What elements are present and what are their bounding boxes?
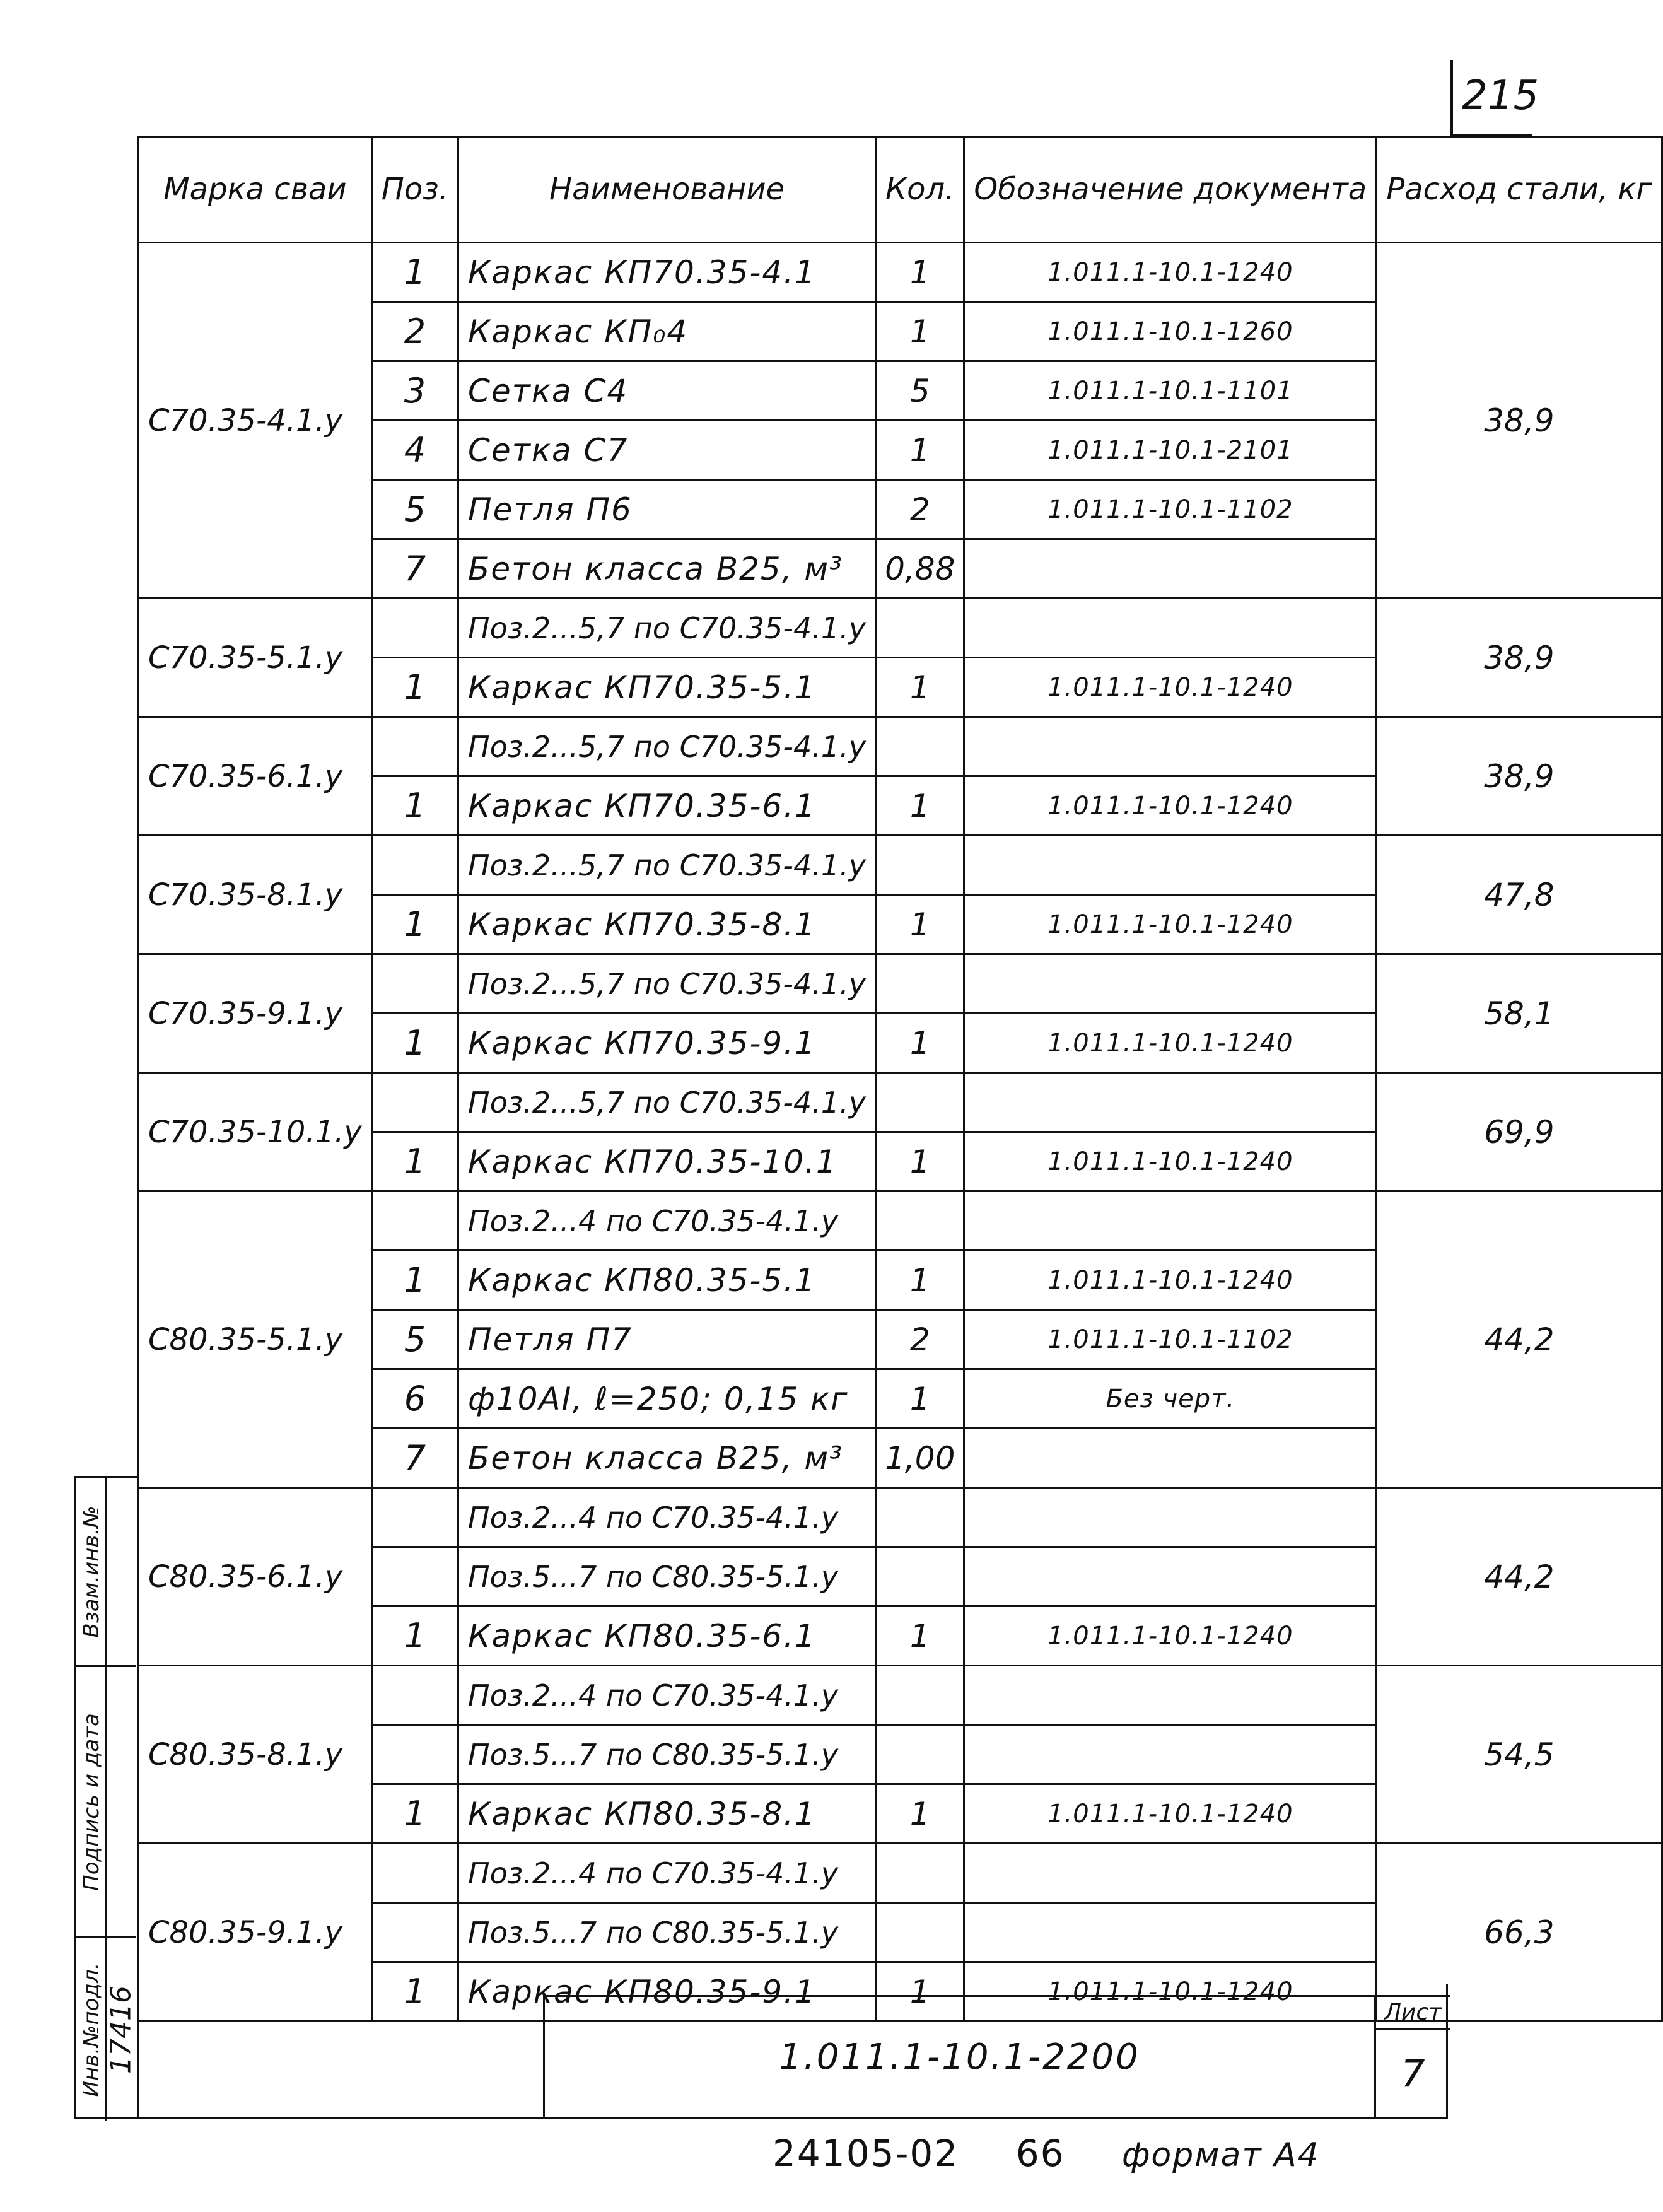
footer-format: формат А4	[1121, 2136, 1320, 2174]
quantity-cell: 1	[876, 1784, 964, 1844]
side-inv-value: 17416	[105, 1986, 137, 2074]
document-cell: 1.011.1-10.1-1240	[964, 1962, 1377, 2022]
quantity-cell	[876, 954, 964, 1014]
pile-mark: С80.35-5.1.у	[139, 1191, 372, 1488]
quantity-cell: 1	[876, 421, 964, 480]
steel-consumption: 44,2	[1377, 1191, 1662, 1488]
quantity-cell	[876, 599, 964, 658]
quantity-cell: 1	[876, 1606, 964, 1666]
document-cell	[964, 1488, 1377, 1547]
table-row	[139, 1073, 1662, 1132]
position-cell: 5	[371, 1310, 458, 1369]
name-cell: Каркас КП70.35-5.1	[458, 658, 876, 717]
name-cell: Каркас КП80.35-5.1	[458, 1251, 876, 1310]
quantity-cell	[876, 836, 964, 895]
document-cell: 1.011.1-10.1-1240	[964, 895, 1377, 954]
position-cell: 1	[371, 1606, 458, 1666]
document-cell: 1.011.1-10.1-1240	[964, 1606, 1377, 1666]
name-cell: Поз.2...4 по С70.35-4.1.у	[458, 1666, 876, 1725]
quantity-cell	[876, 1666, 964, 1725]
document-cell: Без черт.	[964, 1369, 1377, 1429]
name-cell: Каркас КП70.35-6.1	[458, 776, 876, 836]
document-cell: 1.011.1-10.1-1240	[964, 243, 1377, 302]
quantity-cell: 1	[876, 1369, 964, 1429]
name-cell: Каркас КП70.35-8.1	[458, 895, 876, 954]
steel-consumption: 38,9	[1377, 243, 1662, 599]
table-row	[139, 599, 1662, 658]
document-cell	[964, 1547, 1377, 1606]
position-cell: 1	[371, 658, 458, 717]
quantity-cell	[876, 1725, 964, 1784]
table-row	[139, 836, 1662, 895]
name-cell: Поз.2...5,7 по С70.35-4.1.у	[458, 1073, 876, 1132]
document-cell	[964, 1666, 1377, 1725]
footer-num: 66	[1015, 2132, 1065, 2175]
pile-mark: С80.35-6.1.у	[139, 1488, 372, 1666]
name-cell: Каркас КП80.35-6.1	[458, 1606, 876, 1666]
quantity-cell	[876, 1073, 964, 1132]
table-row	[139, 1666, 1662, 1725]
document-cell	[964, 1844, 1377, 1903]
table-row	[139, 954, 1662, 1014]
name-cell: Поз.2...4 по С70.35-4.1.у	[458, 1488, 876, 1547]
footer-line	[773, 2132, 1364, 2175]
position-cell: 1	[371, 895, 458, 954]
sheet-label: Лист	[1376, 1997, 1450, 2030]
quantity-cell: 1	[876, 1014, 964, 1073]
pile-mark: С70.35-8.1.у	[139, 836, 372, 954]
position-cell	[371, 1903, 458, 1962]
quantity-cell: 1	[876, 658, 964, 717]
position-cell: 1	[371, 1014, 458, 1073]
name-cell: Петля П7	[458, 1310, 876, 1369]
steel-consumption: 58,1	[1377, 954, 1662, 1073]
pile-mark: С70.35-6.1.у	[139, 717, 372, 836]
pile-mark: С70.35-5.1.у	[139, 599, 372, 717]
document-code: 1.011.1-10.1-2200	[779, 2037, 1140, 2078]
name-cell: Каркас КП80.35-8.1	[458, 1784, 876, 1844]
position-cell: 6	[371, 1369, 458, 1429]
name-cell: ф10АI, ℓ=250; 0,15 кг	[458, 1369, 876, 1429]
name-cell: Каркас КП80.35-9.1	[458, 1962, 876, 2022]
position-cell	[371, 1666, 458, 1725]
table-row	[139, 1191, 1662, 1251]
name-cell: Поз.5...7 по С80.35-5.1.у	[458, 1903, 876, 1962]
steel-consumption: 38,9	[1377, 717, 1662, 836]
document-cell: 1.011.1-10.1-1240	[964, 776, 1377, 836]
side-cell-inv	[76, 1938, 136, 2121]
position-cell	[371, 836, 458, 895]
document-cell: 1.011.1-10.1-1240	[964, 1784, 1377, 1844]
document-cell	[964, 836, 1377, 895]
pile-mark: С80.35-8.1.у	[139, 1666, 372, 1844]
position-cell: 4	[371, 421, 458, 480]
quantity-cell: 1	[876, 302, 964, 361]
pile-mark: С70.35-9.1.у	[139, 954, 372, 1073]
document-cell	[964, 1191, 1377, 1251]
quantity-cell: 5	[876, 361, 964, 421]
quantity-cell: 1	[876, 1251, 964, 1310]
position-cell: 2	[371, 302, 458, 361]
sheet-cell	[1374, 1997, 1450, 2117]
quantity-cell: 1	[876, 1132, 964, 1191]
position-cell: 1	[371, 1132, 458, 1191]
steel-consumption: 38,9	[1377, 599, 1662, 717]
table-row	[139, 243, 1662, 302]
steel-consumption: 44,2	[1377, 1488, 1662, 1666]
side-swap-label: Взам.инв.№	[78, 1505, 104, 1638]
position-cell	[371, 1488, 458, 1547]
quantity-cell	[876, 1547, 964, 1606]
position-cell	[371, 1191, 458, 1251]
quantity-cell: 1	[876, 776, 964, 836]
quantity-cell: 1,00	[876, 1429, 964, 1488]
steel-consumption: 66,3	[1377, 1844, 1662, 2022]
side-inv-label: Инв.№подл.	[78, 1962, 104, 2097]
document-cell	[964, 954, 1377, 1014]
document-cell	[964, 1725, 1377, 1784]
side-cell-swap	[76, 1478, 136, 1667]
quantity-cell: 1	[876, 1962, 964, 2022]
table-header-row	[139, 137, 1662, 243]
quantity-cell: 2	[876, 1310, 964, 1369]
document-cell	[964, 1903, 1377, 1962]
footer-order: 24105-02	[773, 2132, 959, 2175]
name-cell: Петля П6	[458, 480, 876, 539]
document-cell: 1.011.1-10.1-1240	[964, 658, 1377, 717]
name-cell: Сетка С7	[458, 421, 876, 480]
document-cell	[964, 1073, 1377, 1132]
table-row	[139, 1844, 1662, 1903]
position-cell	[371, 1547, 458, 1606]
position-cell: 7	[371, 539, 458, 599]
name-cell: Каркас КП70.35-9.1	[458, 1014, 876, 1073]
document-cell: 1.011.1-10.1-1101	[964, 361, 1377, 421]
name-cell: Поз.2...4 по С70.35-4.1.у	[458, 1844, 876, 1903]
document-cell: 1.011.1-10.1-1102	[964, 480, 1377, 539]
pile-mark: С70.35-10.1.у	[139, 1073, 372, 1191]
position-cell: 5	[371, 480, 458, 539]
quantity-cell	[876, 1488, 964, 1547]
position-cell: 1	[371, 776, 458, 836]
name-cell: Поз.5...7 по С80.35-5.1.у	[458, 1725, 876, 1784]
name-cell: Каркас КП₀4	[458, 302, 876, 361]
quantity-cell: 1	[876, 895, 964, 954]
page-number-rule	[1450, 60, 1453, 136]
quantity-cell: 1	[876, 243, 964, 302]
steel-consumption: 47,8	[1377, 836, 1662, 954]
name-cell: Поз.2...5,7 по С70.35-4.1.у	[458, 599, 876, 658]
title-block	[137, 1984, 1448, 2119]
position-cell: 1	[371, 1962, 458, 2022]
name-cell: Сетка С4	[458, 361, 876, 421]
steel-consumption: 54,5	[1377, 1666, 1662, 1844]
position-cell: 1	[371, 1251, 458, 1310]
header-mark: Марка сваи	[139, 137, 372, 243]
quantity-cell	[876, 717, 964, 776]
name-cell: Поз.2...4 по С70.35-4.1.у	[458, 1191, 876, 1251]
position-cell	[371, 1725, 458, 1784]
position-cell	[371, 1073, 458, 1132]
position-cell: 3	[371, 361, 458, 421]
position-cell: 1	[371, 1784, 458, 1844]
name-cell: Каркас КП70.35-10.1	[458, 1132, 876, 1191]
document-cell: 1.011.1-10.1-1240	[964, 1014, 1377, 1073]
name-cell: Поз.5...7 по С80.35-5.1.у	[458, 1547, 876, 1606]
quantity-cell	[876, 1191, 964, 1251]
position-cell	[371, 954, 458, 1014]
name-cell: Поз.2...5,7 по С70.35-4.1.у	[458, 954, 876, 1014]
document-cell: 1.011.1-10.1-2101	[964, 421, 1377, 480]
name-cell: Поз.2...5,7 по С70.35-4.1.у	[458, 836, 876, 895]
table-row	[139, 1488, 1662, 1547]
header-doc: Обозначение документа	[964, 137, 1377, 243]
name-cell: Бетон класса В25, м³	[458, 1429, 876, 1488]
quantity-cell: 0,88	[876, 539, 964, 599]
side-sign-label: Подпись и дата	[78, 1712, 104, 1891]
position-cell	[371, 1844, 458, 1903]
header-steel: Расход стали, кг	[1377, 137, 1662, 243]
document-cell	[964, 717, 1377, 776]
document-cell	[964, 539, 1377, 599]
specification-table	[137, 136, 1663, 2022]
table-row	[139, 717, 1662, 776]
header-pos: Поз.	[371, 137, 458, 243]
document-cell: 1.011.1-10.1-1240	[964, 1132, 1377, 1191]
title-block-main	[543, 1995, 1450, 2117]
side-stamp	[74, 1476, 137, 2119]
position-cell	[371, 717, 458, 776]
name-cell: Бетон класса В25, м³	[458, 539, 876, 599]
page-number: 215	[1462, 73, 1539, 119]
document-cell: 1.011.1-10.1-1102	[964, 1310, 1377, 1369]
quantity-cell	[876, 1903, 964, 1962]
position-cell: 7	[371, 1429, 458, 1488]
steel-consumption: 69,9	[1377, 1073, 1662, 1191]
header-qty: Кол.	[876, 137, 964, 243]
name-cell: Поз.2...5,7 по С70.35-4.1.у	[458, 717, 876, 776]
quantity-cell: 2	[876, 480, 964, 539]
table-body	[139, 243, 1662, 2022]
pile-mark: С80.35-9.1.у	[139, 1844, 372, 2022]
pile-mark: С70.35-4.1.у	[139, 243, 372, 599]
name-cell: Каркас КП70.35-4.1	[458, 243, 876, 302]
document-cell	[964, 599, 1377, 658]
document-cell: 1.011.1-10.1-1260	[964, 302, 1377, 361]
document-cell	[964, 1429, 1377, 1488]
quantity-cell	[876, 1844, 964, 1903]
position-cell	[371, 599, 458, 658]
side-cell-sign	[76, 1667, 136, 1938]
position-cell: 1	[371, 243, 458, 302]
header-name: Наименование	[458, 137, 876, 243]
sheet-number: 7	[1401, 2052, 1425, 2096]
document-cell: 1.011.1-10.1-1240	[964, 1251, 1377, 1310]
